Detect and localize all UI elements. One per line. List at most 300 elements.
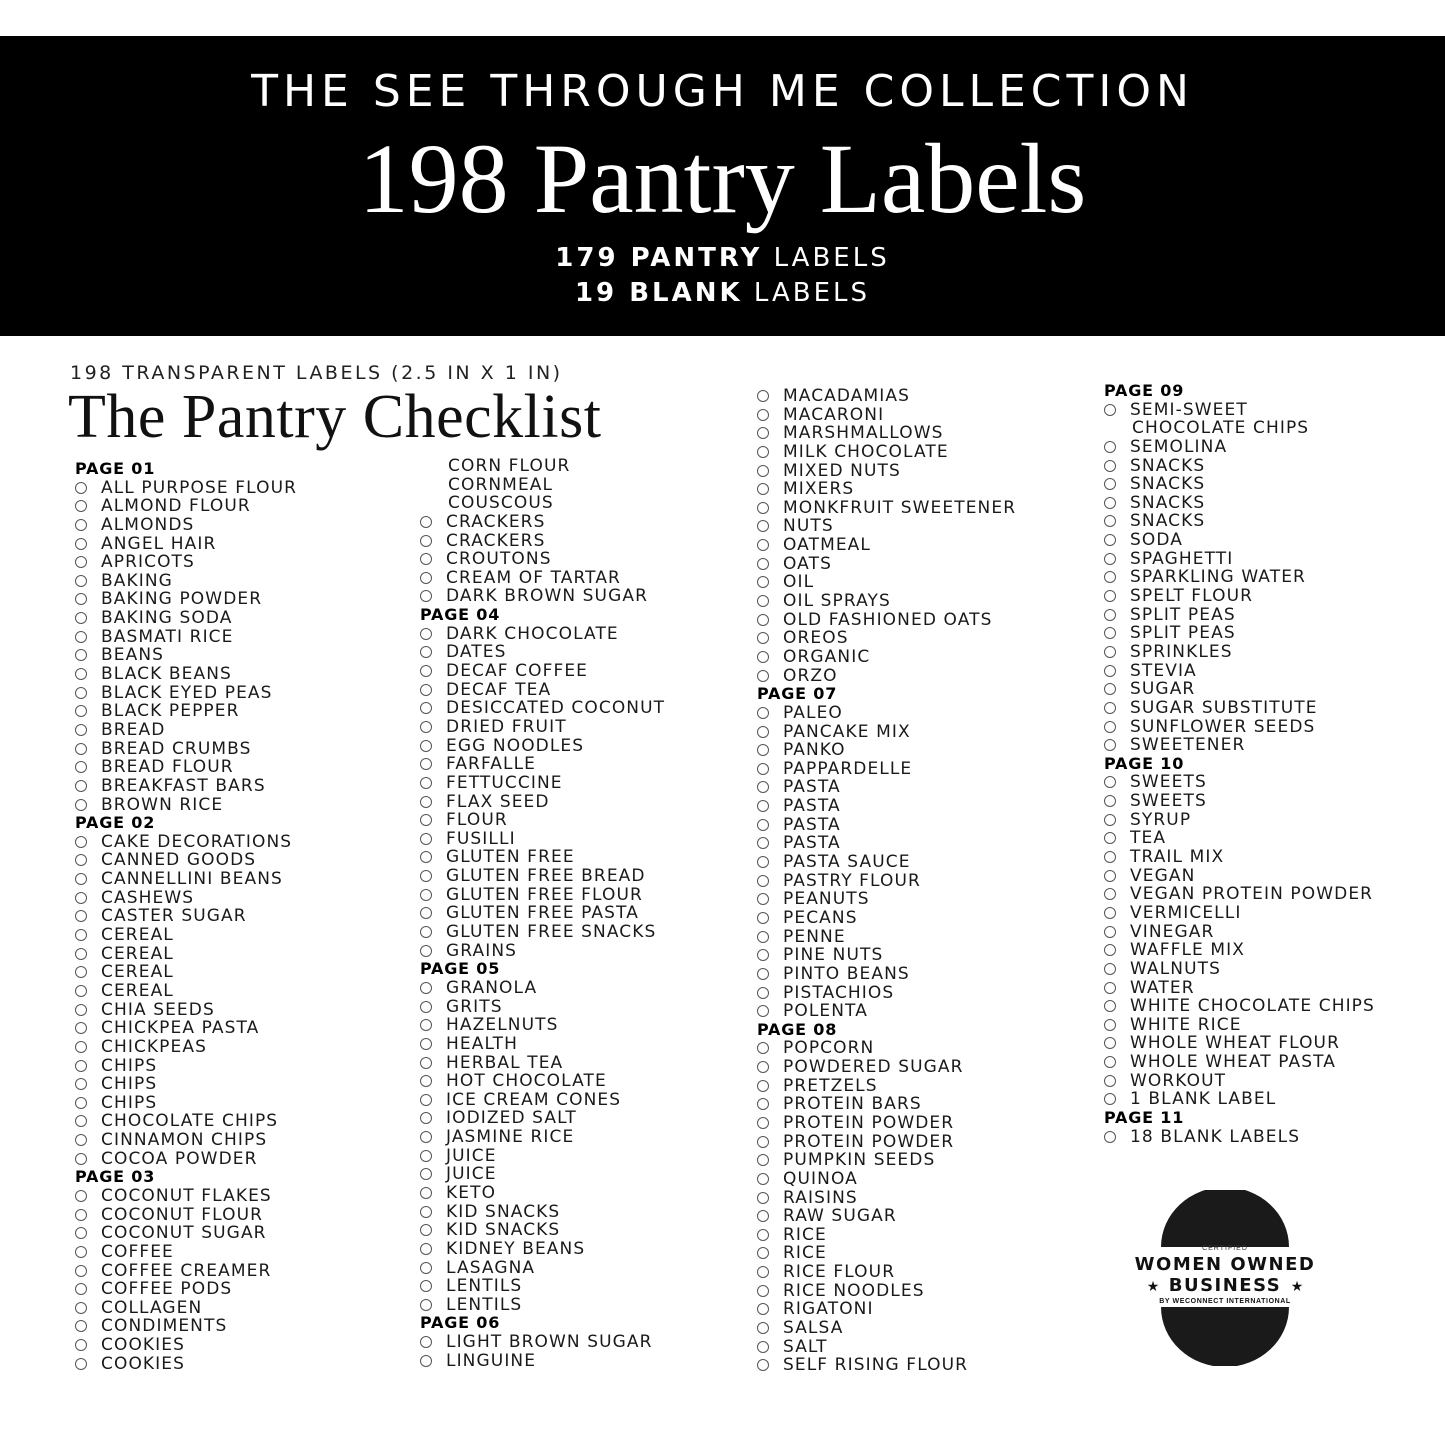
checklist-item[interactable] (75, 721, 297, 740)
checkbox-icon[interactable] (1104, 627, 1116, 639)
checkbox-icon[interactable] (757, 837, 769, 849)
checklist-item[interactable] (420, 904, 665, 923)
checkbox-icon[interactable] (757, 912, 769, 924)
checkbox-icon[interactable] (757, 1061, 769, 1073)
checklist-item[interactable] (757, 611, 1016, 630)
checklist-item[interactable] (75, 758, 297, 777)
checklist-item[interactable] (757, 965, 1016, 984)
checkbox-icon[interactable] (757, 595, 769, 607)
checkbox-icon[interactable] (75, 854, 87, 866)
checkbox-icon[interactable] (1104, 888, 1116, 900)
checklist-item[interactable] (757, 909, 1016, 928)
checkbox-icon[interactable] (757, 1117, 769, 1129)
checklist-item[interactable] (420, 718, 665, 737)
checklist-item[interactable] (75, 1206, 297, 1225)
checklist-item[interactable] (757, 834, 1016, 853)
checkbox-icon[interactable] (420, 758, 432, 770)
checkbox-icon[interactable] (757, 744, 769, 756)
checkbox-icon[interactable] (757, 1266, 769, 1278)
checkbox-icon[interactable] (75, 1078, 87, 1090)
checkbox-icon[interactable] (420, 777, 432, 789)
checkbox-icon[interactable] (757, 670, 769, 682)
checkbox-icon[interactable] (420, 814, 432, 826)
checkbox-icon[interactable] (757, 1229, 769, 1241)
checklist-item[interactable] (75, 1075, 297, 1094)
checkbox-icon[interactable] (75, 575, 87, 587)
checkbox-icon[interactable] (757, 1359, 769, 1371)
checkbox-icon[interactable] (757, 632, 769, 644)
checkbox-icon[interactable] (75, 780, 87, 792)
checklist-item[interactable] (1104, 401, 1375, 420)
checkbox-icon[interactable] (1104, 1000, 1116, 1012)
checklist-item[interactable] (757, 1263, 1016, 1282)
checkbox-icon[interactable] (757, 558, 769, 570)
checkbox-icon[interactable] (75, 836, 87, 848)
checkbox-icon[interactable] (757, 427, 769, 439)
checkbox-icon[interactable] (75, 761, 87, 773)
checklist-item[interactable] (757, 1244, 1016, 1263)
checklist-item[interactable] (420, 1240, 665, 1259)
checkbox-icon[interactable] (75, 649, 87, 661)
checklist-item[interactable] (1104, 643, 1375, 662)
checklist-item[interactable] (420, 886, 665, 905)
checklist-item[interactable] (757, 853, 1016, 872)
checklist-item[interactable] (757, 387, 1016, 406)
checkbox-icon[interactable] (420, 926, 432, 938)
checkbox-icon[interactable] (1104, 739, 1116, 751)
checklist-item[interactable] (757, 1338, 1016, 1357)
checkbox-icon[interactable] (75, 929, 87, 941)
checkbox-icon[interactable] (75, 1190, 87, 1202)
checkbox-icon[interactable] (420, 1336, 432, 1348)
checklist-item[interactable] (1104, 457, 1375, 476)
checkbox-icon[interactable] (420, 1131, 432, 1143)
checklist-item[interactable] (757, 928, 1016, 947)
checklist-item[interactable] (420, 830, 665, 849)
checklist-item[interactable] (757, 778, 1016, 797)
checkbox-icon[interactable] (75, 1283, 87, 1295)
checkbox-icon[interactable] (757, 781, 769, 793)
checklist-item[interactable] (757, 667, 1016, 686)
checkbox-icon[interactable] (420, 646, 432, 658)
checklist-item[interactable] (420, 755, 665, 774)
checkbox-icon[interactable] (75, 482, 87, 494)
checkbox-icon[interactable] (75, 1265, 87, 1277)
checkbox-icon[interactable] (75, 1097, 87, 1109)
checklist-item[interactable] (757, 946, 1016, 965)
checkbox-icon[interactable] (420, 535, 432, 547)
checkbox-icon[interactable] (420, 796, 432, 808)
checkbox-icon[interactable] (75, 1320, 87, 1332)
checklist-item[interactable] (757, 536, 1016, 555)
checklist-item[interactable] (1104, 587, 1375, 606)
checkbox-icon[interactable] (75, 873, 87, 885)
checklist-item[interactable] (420, 1165, 665, 1184)
checklist-item[interactable] (75, 833, 297, 852)
checkbox-icon[interactable] (75, 1302, 87, 1314)
checklist-item[interactable] (1104, 1128, 1375, 1147)
checklist-item[interactable] (1104, 904, 1375, 923)
checklist-item[interactable] (420, 643, 665, 662)
checklist-item[interactable] (75, 1317, 297, 1336)
checkbox-icon[interactable] (1104, 1075, 1116, 1087)
checklist-item[interactable] (1104, 494, 1375, 513)
checklist-item[interactable] (1104, 848, 1375, 867)
checkbox-icon[interactable] (757, 1247, 769, 1259)
checkbox-icon[interactable] (757, 483, 769, 495)
checklist-item[interactable] (75, 590, 297, 609)
checkbox-icon[interactable] (757, 520, 769, 532)
checkbox-icon[interactable] (1104, 1131, 1116, 1143)
checklist-item[interactable] (75, 926, 297, 945)
checklist-item[interactable] (757, 424, 1016, 443)
checkbox-icon[interactable] (757, 1210, 769, 1222)
checkbox-icon[interactable] (75, 593, 87, 605)
checklist-item[interactable] (757, 462, 1016, 481)
checklist-item[interactable] (420, 699, 665, 718)
checkbox-icon[interactable] (757, 1042, 769, 1054)
checklist-item[interactable] (75, 479, 297, 498)
checklist-item[interactable] (757, 648, 1016, 667)
checklist-item[interactable] (1104, 475, 1375, 494)
checkbox-icon[interactable] (75, 1209, 87, 1221)
checkbox-icon[interactable] (75, 910, 87, 922)
checkbox-icon[interactable] (1104, 404, 1116, 416)
checkbox-icon[interactable] (75, 724, 87, 736)
checkbox-icon[interactable] (757, 465, 769, 477)
checkbox-icon[interactable] (1104, 665, 1116, 677)
checklist-item[interactable] (75, 1262, 297, 1281)
checkbox-icon[interactable] (420, 1038, 432, 1050)
checklist-item[interactable] (75, 497, 297, 516)
checklist-item[interactable] (757, 1039, 1016, 1058)
checklist-item[interactable] (1104, 736, 1375, 755)
checklist-item[interactable] (757, 629, 1016, 648)
checklist-item[interactable] (757, 890, 1016, 909)
checkbox-icon[interactable] (757, 502, 769, 514)
checklist-item[interactable] (75, 963, 297, 982)
checklist-item[interactable] (75, 646, 297, 665)
checklist-item[interactable] (420, 942, 665, 961)
checklist-item[interactable] (1104, 1034, 1375, 1053)
checklist-item[interactable] (420, 1296, 665, 1315)
checklist-item[interactable] (1104, 867, 1375, 886)
checkbox-icon[interactable] (75, 1339, 87, 1351)
checklist-item[interactable] (757, 1226, 1016, 1245)
checklist-item[interactable] (757, 1077, 1016, 1096)
checklist-item[interactable] (75, 1019, 297, 1038)
checkbox-icon[interactable] (1104, 870, 1116, 882)
checklist-item[interactable] (757, 704, 1016, 723)
checkbox-icon[interactable] (75, 799, 87, 811)
checklist-item[interactable] (757, 1114, 1016, 1133)
checkbox-icon[interactable] (75, 612, 87, 624)
checklist-item[interactable] (75, 945, 297, 964)
checkbox-icon[interactable] (757, 614, 769, 626)
checklist-item[interactable] (75, 1224, 297, 1243)
checklist-item[interactable] (757, 1133, 1016, 1152)
checklist-item[interactable] (420, 587, 665, 606)
checkbox-icon[interactable] (757, 1136, 769, 1148)
checkbox-icon[interactable] (420, 572, 432, 584)
checklist-item[interactable] (420, 998, 665, 1017)
checklist-item[interactable] (757, 797, 1016, 816)
checkbox-icon[interactable] (1104, 1019, 1116, 1031)
checkbox-icon[interactable] (757, 1303, 769, 1315)
checklist-item[interactable] (75, 665, 297, 684)
checklist-item[interactable] (75, 572, 297, 591)
checklist-item[interactable] (420, 1072, 665, 1091)
checkbox-icon[interactable] (420, 1262, 432, 1274)
checklist-item[interactable] (75, 516, 297, 535)
checkbox-icon[interactable] (1104, 926, 1116, 938)
checkbox-icon[interactable] (757, 1173, 769, 1185)
checklist-item[interactable] (420, 1203, 665, 1222)
checkbox-icon[interactable] (1104, 515, 1116, 527)
checkbox-icon[interactable] (420, 1299, 432, 1311)
checklist-item[interactable] (420, 1333, 665, 1352)
checklist-item[interactable] (1104, 680, 1375, 699)
checklist-item[interactable] (75, 1001, 297, 1020)
checkbox-icon[interactable] (757, 800, 769, 812)
checklist-item[interactable] (420, 1128, 665, 1147)
checkbox-icon[interactable] (75, 500, 87, 512)
checkbox-icon[interactable] (75, 1115, 87, 1127)
checkbox-icon[interactable] (757, 651, 769, 663)
checklist-item[interactable] (757, 1058, 1016, 1077)
checklist-item[interactable] (757, 984, 1016, 1003)
checkbox-icon[interactable] (757, 726, 769, 738)
checklist-item[interactable] (757, 443, 1016, 462)
checkbox-icon[interactable] (1104, 1093, 1116, 1105)
checkbox-icon[interactable] (420, 1206, 432, 1218)
checklist-item[interactable] (757, 1189, 1016, 1208)
checklist-item[interactable] (1104, 512, 1375, 531)
checklist-item[interactable] (1104, 606, 1375, 625)
checklist-item[interactable] (75, 702, 297, 721)
checklist-item[interactable] (420, 1259, 665, 1278)
checklist-item[interactable] (75, 1187, 297, 1206)
checklist-item[interactable] (420, 513, 665, 532)
checkbox-icon[interactable] (420, 1187, 432, 1199)
checklist-item[interactable] (75, 1112, 297, 1131)
checkbox-icon[interactable] (757, 576, 769, 588)
checkbox-icon[interactable] (757, 707, 769, 719)
checklist-item[interactable] (75, 1131, 297, 1150)
checkbox-icon[interactable] (1104, 590, 1116, 602)
checklist-item[interactable] (757, 517, 1016, 536)
checklist-item[interactable] (1104, 531, 1375, 550)
checklist-item[interactable] (1104, 718, 1375, 737)
checklist-item[interactable] (420, 979, 665, 998)
checkbox-icon[interactable] (420, 1094, 432, 1106)
checkbox-icon[interactable] (1104, 460, 1116, 472)
checkbox-icon[interactable] (757, 1285, 769, 1297)
checklist-item[interactable] (1104, 624, 1375, 643)
checklist-item[interactable] (75, 628, 297, 647)
checkbox-icon[interactable] (420, 1243, 432, 1255)
checkbox-icon[interactable] (1104, 702, 1116, 714)
checkbox-icon[interactable] (757, 1098, 769, 1110)
checklist-item[interactable] (420, 793, 665, 812)
checkbox-icon[interactable] (75, 668, 87, 680)
checkbox-icon[interactable] (1104, 982, 1116, 994)
checklist-item[interactable] (757, 872, 1016, 891)
checklist-item[interactable] (757, 1300, 1016, 1319)
checkbox-icon[interactable] (757, 390, 769, 402)
checklist-item[interactable] (1104, 829, 1375, 848)
checklist-item[interactable] (75, 851, 297, 870)
checkbox-icon[interactable] (75, 1246, 87, 1258)
checklist-item[interactable] (1104, 960, 1375, 979)
checklist-item[interactable] (75, 609, 297, 628)
checkbox-icon[interactable] (75, 985, 87, 997)
checklist-item[interactable] (1104, 568, 1375, 587)
checkbox-icon[interactable] (420, 870, 432, 882)
checkbox-icon[interactable] (1104, 683, 1116, 695)
checklist-item[interactable] (757, 1319, 1016, 1338)
checklist-item[interactable] (420, 569, 665, 588)
checkbox-icon[interactable] (1104, 571, 1116, 583)
checkbox-icon[interactable] (1104, 497, 1116, 509)
checkbox-icon[interactable] (757, 875, 769, 887)
checklist-item[interactable] (75, 1280, 297, 1299)
checklist-item[interactable] (75, 870, 297, 889)
checkbox-icon[interactable] (757, 1080, 769, 1092)
checklist-item[interactable] (757, 480, 1016, 499)
checkbox-icon[interactable] (420, 702, 432, 714)
checklist-item[interactable] (75, 1150, 297, 1169)
checkbox-icon[interactable] (420, 851, 432, 863)
checklist-item[interactable] (757, 1151, 1016, 1170)
checkbox-icon[interactable] (420, 1001, 432, 1013)
checkbox-icon[interactable] (75, 556, 87, 568)
checkbox-icon[interactable] (1104, 944, 1116, 956)
checkbox-icon[interactable] (420, 1019, 432, 1031)
checkbox-icon[interactable] (75, 1022, 87, 1034)
checklist-item[interactable] (757, 406, 1016, 425)
checklist-item[interactable] (75, 1355, 297, 1374)
checklist-item[interactable] (420, 1091, 665, 1110)
checklist-item[interactable] (75, 1336, 297, 1355)
checklist-item[interactable] (1104, 773, 1375, 792)
checklist-item[interactable] (75, 777, 297, 796)
checklist-item[interactable] (757, 723, 1016, 742)
checkbox-icon[interactable] (75, 1227, 87, 1239)
checklist-item[interactable] (420, 625, 665, 644)
checklist-item[interactable] (1104, 885, 1375, 904)
checklist-item[interactable] (420, 774, 665, 793)
checklist-item[interactable] (1104, 923, 1375, 942)
checklist-item[interactable] (420, 737, 665, 756)
checklist-item[interactable] (1104, 662, 1375, 681)
checklist-item[interactable] (420, 867, 665, 886)
checkbox-icon[interactable] (420, 833, 432, 845)
checkbox-icon[interactable] (757, 763, 769, 775)
checkbox-icon[interactable] (420, 516, 432, 528)
checklist-item[interactable] (757, 499, 1016, 518)
checklist-item[interactable] (757, 1207, 1016, 1226)
checkbox-icon[interactable] (1104, 832, 1116, 844)
checkbox-icon[interactable] (75, 705, 87, 717)
checklist-item[interactable] (75, 535, 297, 554)
checkbox-icon[interactable] (420, 982, 432, 994)
checklist-item[interactable] (1104, 1090, 1375, 1109)
checkbox-icon[interactable] (420, 628, 432, 640)
checkbox-icon[interactable] (75, 687, 87, 699)
checkbox-icon[interactable] (420, 1355, 432, 1367)
checkbox-icon[interactable] (75, 892, 87, 904)
checklist-item[interactable] (1104, 699, 1375, 718)
checklist-item[interactable] (75, 740, 297, 759)
checklist-item[interactable] (757, 1002, 1016, 1021)
checkbox-icon[interactable] (420, 1280, 432, 1292)
checklist-item[interactable] (420, 1277, 665, 1296)
checkbox-icon[interactable] (1104, 776, 1116, 788)
checklist-item[interactable] (75, 1299, 297, 1318)
checklist-item[interactable] (420, 532, 665, 551)
checkbox-icon[interactable] (1104, 795, 1116, 807)
checkbox-icon[interactable] (420, 1075, 432, 1087)
checkbox-icon[interactable] (757, 949, 769, 961)
checkbox-icon[interactable] (757, 1341, 769, 1353)
checklist-item[interactable] (1104, 1053, 1375, 1072)
checkbox-icon[interactable] (757, 987, 769, 999)
checkbox-icon[interactable] (757, 539, 769, 551)
checklist-item[interactable] (757, 1282, 1016, 1301)
checklist-item[interactable] (420, 811, 665, 830)
checklist-item[interactable] (1104, 997, 1375, 1016)
checkbox-icon[interactable] (420, 1224, 432, 1236)
checklist-item[interactable] (757, 573, 1016, 592)
checkbox-icon[interactable] (1104, 963, 1116, 975)
checklist-item[interactable] (420, 662, 665, 681)
checkbox-icon[interactable] (757, 409, 769, 421)
checklist-item[interactable] (757, 760, 1016, 779)
checkbox-icon[interactable] (757, 1005, 769, 1017)
checkbox-icon[interactable] (420, 721, 432, 733)
checkbox-icon[interactable] (75, 1153, 87, 1165)
checklist-item[interactable] (1104, 1016, 1375, 1035)
checkbox-icon[interactable] (420, 1057, 432, 1069)
checklist-item[interactable] (420, 1054, 665, 1073)
checklist-item[interactable] (420, 1221, 665, 1240)
checkbox-icon[interactable] (420, 1150, 432, 1162)
checklist-item[interactable] (1104, 550, 1375, 569)
checkbox-icon[interactable] (757, 856, 769, 868)
checkbox-icon[interactable] (1104, 907, 1116, 919)
checkbox-icon[interactable] (757, 893, 769, 905)
checklist-item[interactable] (757, 1170, 1016, 1189)
checkbox-icon[interactable] (75, 1060, 87, 1072)
checklist-item[interactable] (757, 555, 1016, 574)
checklist-item[interactable] (420, 681, 665, 700)
checklist-item[interactable] (1104, 941, 1375, 960)
checklist-item[interactable] (420, 1184, 665, 1203)
checkbox-icon[interactable] (1104, 609, 1116, 621)
checklist-item[interactable] (1104, 1072, 1375, 1091)
checklist-item[interactable] (75, 1057, 297, 1076)
checklist-item[interactable] (420, 1109, 665, 1128)
checklist-item[interactable] (420, 1352, 665, 1371)
checkbox-icon[interactable] (75, 1041, 87, 1053)
checkbox-icon[interactable] (1104, 851, 1116, 863)
checklist-item[interactable] (75, 982, 297, 1001)
checklist-item[interactable] (420, 923, 665, 942)
checkbox-icon[interactable] (75, 948, 87, 960)
checkbox-icon[interactable] (75, 743, 87, 755)
checklist-item[interactable] (420, 550, 665, 569)
